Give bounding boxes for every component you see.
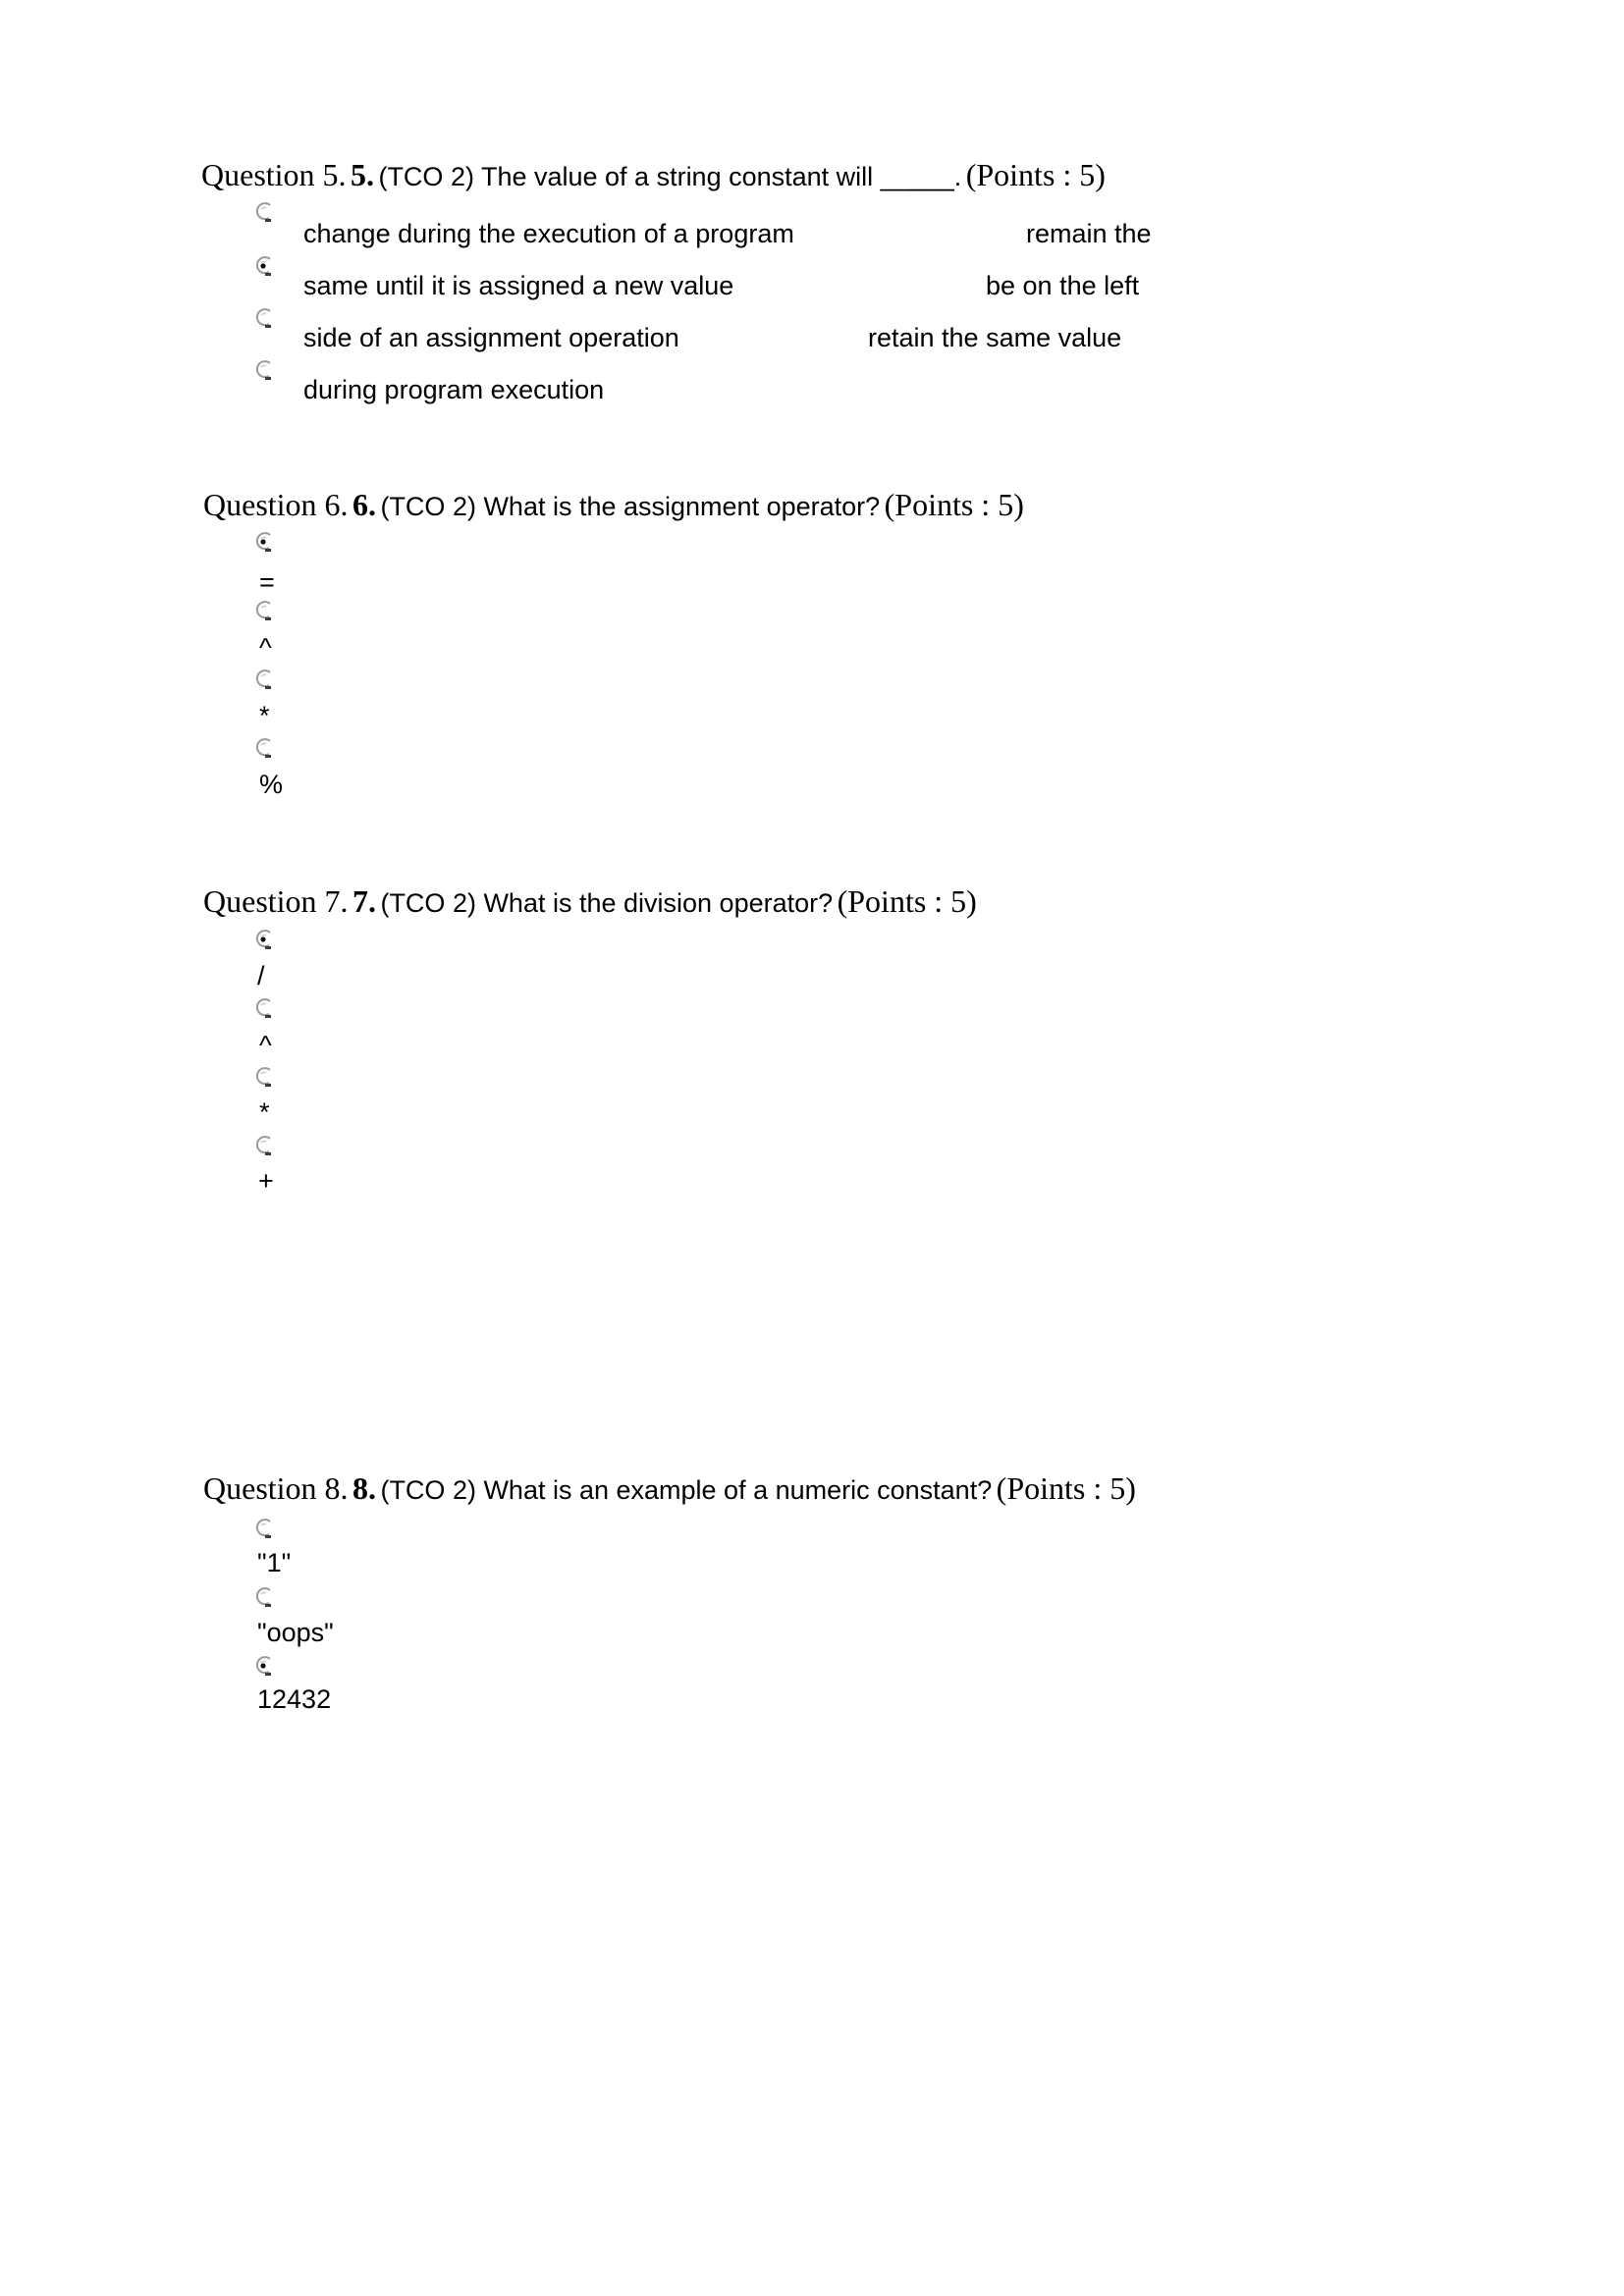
question-8-text: (TCO 2) What is an example of a numeric constant? [380,1475,993,1505]
radio-button-icon [253,599,275,622]
question-5-line-1-right: remain the [1026,219,1152,248]
question-8-option-1-label: "1" [257,1548,292,1577]
question-7-option-2-label: ^ [259,1031,272,1060]
question-5-line-3-right: retain the same value [868,323,1122,352]
question-5-line-4-left: during program execution [303,375,605,404]
question-7-option-2-radio[interactable] [253,996,275,1020]
radio-button-icon [253,1065,275,1089]
question-7-option-4-label: + [258,1166,274,1196]
question-5-option-4-radio[interactable] [253,358,275,382]
question-5-option-2-radio[interactable] [253,254,275,278]
question-5-line-2-left: same until it is assigned a new value [303,271,734,300]
question-5-line-2-right: be on the left [986,271,1140,300]
radio-button-icon [253,1517,275,1540]
radio-button-icon [253,996,275,1020]
radio-button-icon [253,667,275,691]
question-8-header [203,1472,1136,1504]
question-6-text: (TCO 2) What is the assignment operator? [380,492,881,521]
question-6-option-1-label: = [259,567,275,597]
question-6-option-4-label: % [259,770,284,799]
question-8-points: (Points : 5) [996,1470,1136,1506]
question-7-points: (Points : 5) [837,883,977,919]
question-8-option-3-label: 12432 [257,1684,332,1714]
radio-selected-dot [260,936,265,941]
question-5-prefix: Question 5. [201,157,347,192]
radio-button-icon [253,1134,275,1157]
question-7-option-3-label: * [259,1097,270,1127]
radio-button-icon [253,306,275,330]
radio-button-icon [253,254,275,278]
question-6-option-2-label: ^ [259,633,272,663]
question-5-text: (TCO 2) The value of a string constant will _____. [378,162,962,191]
question-6-number: 6. [352,487,376,522]
question-5-option-3-radio[interactable] [253,306,275,330]
question-7-number: 7. [352,883,376,919]
question-6-prefix: Question 6. [203,487,349,522]
question-7-text: (TCO 2) What is the division operator? [380,888,834,918]
radio-button-icon [253,200,275,224]
question-6-option-3-radio[interactable] [253,667,275,691]
question-5-header [201,159,1106,190]
question-7-header [203,885,977,917]
question-5-points: (Points : 5) [965,157,1106,192]
question-6-points: (Points : 5) [884,487,1024,522]
question-8-number: 8. [352,1470,376,1506]
question-7-option-4-radio[interactable] [253,1134,275,1157]
question-7-prefix: Question 7. [203,883,349,919]
question-5-option-1-radio[interactable] [253,200,275,224]
question-6-option-1-radio[interactable] [253,530,275,554]
question-5-line-3-left: side of an assignment operation [303,323,679,352]
radio-button-icon [253,1654,275,1678]
question-7-option-1-label: / [257,961,265,990]
radio-button-icon [253,530,275,554]
question-8-option-1-radio[interactable] [253,1517,275,1540]
radio-selected-dot [260,263,265,268]
question-6-option-2-radio[interactable] [253,599,275,622]
radio-selected-dot [260,539,265,544]
radio-button-icon [253,928,275,951]
question-8-option-3-radio[interactable] [253,1654,275,1678]
question-7-option-3-radio[interactable] [253,1065,275,1089]
question-6-header [203,489,1024,520]
question-8-option-2-radio[interactable] [253,1585,275,1609]
question-6-option-3-label: * [259,701,270,730]
question-5-line-1-left: change during the execution of a program [303,219,794,248]
question-8-prefix: Question 8. [203,1470,349,1506]
question-6-option-4-radio[interactable] [253,736,275,760]
radio-button-icon [253,358,275,382]
question-7-option-1-radio[interactable] [253,928,275,951]
question-8-option-2-label: "oops" [257,1618,334,1647]
radio-button-icon [253,1585,275,1609]
radio-button-icon [253,736,275,760]
radio-selected-dot [260,1663,265,1668]
question-5-number: 5. [351,157,374,192]
